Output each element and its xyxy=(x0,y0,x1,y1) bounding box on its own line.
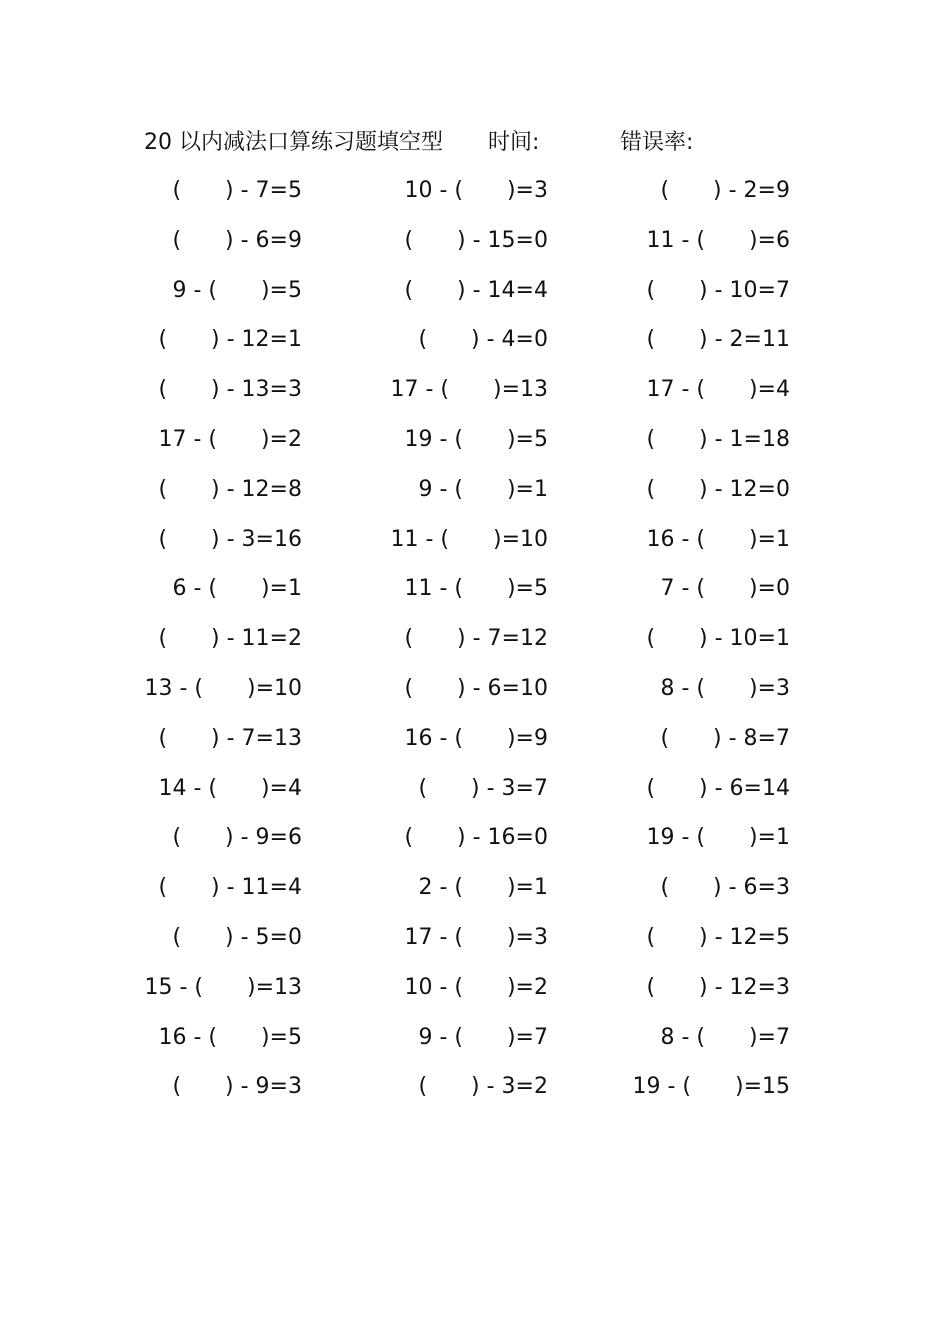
exercise-item: 15 - ( )=13 xyxy=(144,974,302,1000)
exercise-item: ( ) - 11=4 xyxy=(158,875,302,901)
exercise-item: ( ) - 15=0 xyxy=(404,227,548,253)
exercise-row xyxy=(0,672,950,722)
exercise-item: 19 - ( )=5 xyxy=(404,426,548,452)
exercise-row xyxy=(0,274,950,324)
exercise-item: 11 - ( )=5 xyxy=(404,576,548,602)
exercise-row xyxy=(0,722,950,772)
exercise-item: ( ) - 9=3 xyxy=(172,1074,302,1100)
exercise-item: 17 - ( )=13 xyxy=(390,377,548,403)
exercise-item: 6 - ( )=1 xyxy=(172,576,302,602)
exercise-row xyxy=(0,473,950,523)
exercise-item: ( ) - 6=9 xyxy=(172,227,302,253)
exercise-item: 17 - ( )=2 xyxy=(158,426,302,452)
exercise-item: 9 - ( )=5 xyxy=(172,277,302,303)
exercise-item: 9 - ( )=7 xyxy=(418,1024,548,1050)
exercise-row xyxy=(0,622,950,672)
exercise-item: 19 - ( )=1 xyxy=(646,825,790,851)
exercise-item: ( ) - 2=11 xyxy=(646,327,790,353)
exercise-item: 16 - ( )=1 xyxy=(646,526,790,552)
exercise-item: ( ) - 1=18 xyxy=(646,426,790,452)
exercise-item: ( ) - 7=13 xyxy=(158,725,302,751)
exercise-item: ( ) - 14=4 xyxy=(404,277,548,303)
exercise-row xyxy=(0,1070,950,1120)
exercise-item: ( ) - 12=1 xyxy=(158,327,302,353)
exercise-row xyxy=(0,423,950,473)
exercise-item: ( ) - 7=12 xyxy=(404,626,548,652)
exercise-item: 11 - ( )=10 xyxy=(390,526,548,552)
exercise-row xyxy=(0,572,950,622)
exercise-item: ( ) - 6=10 xyxy=(404,675,548,701)
exercise-row xyxy=(0,971,950,1021)
exercise-item: ( ) - 10=7 xyxy=(646,277,790,303)
exercise-item: ( ) - 3=16 xyxy=(158,526,302,552)
exercise-row xyxy=(0,821,950,871)
exercise-item: ( ) - 12=8 xyxy=(158,476,302,502)
exercise-grid xyxy=(0,174,950,1120)
exercise-item: ( ) - 12=5 xyxy=(646,924,790,950)
exercise-row xyxy=(0,174,950,224)
exercise-item: 19 - ( )=15 xyxy=(632,1074,790,1100)
exercise-item: ( ) - 10=1 xyxy=(646,626,790,652)
exercise-item: ( ) - 12=3 xyxy=(646,974,790,1000)
exercise-row xyxy=(0,523,950,573)
exercise-item: 7 - ( )=0 xyxy=(660,576,790,602)
exercise-item: ( ) - 12=0 xyxy=(646,476,790,502)
exercise-item: 9 - ( )=1 xyxy=(418,476,548,502)
exercise-item: 8 - ( )=3 xyxy=(660,675,790,701)
exercise-item: 10 - ( )=2 xyxy=(404,974,548,1000)
exercise-item: ( ) - 3=2 xyxy=(418,1074,548,1100)
exercise-row xyxy=(0,373,950,423)
exercise-item: ( ) - 3=7 xyxy=(418,775,548,801)
exercise-item: 13 - ( )=10 xyxy=(144,675,302,701)
error-rate-label: 错误率: xyxy=(620,130,694,155)
exercise-item: ( ) - 6=3 xyxy=(660,875,790,901)
exercise-item: 11 - ( )=6 xyxy=(646,227,790,253)
worksheet-header xyxy=(144,127,844,159)
exercise-item: ( ) - 7=5 xyxy=(172,178,302,203)
exercise-item: ( ) - 13=3 xyxy=(158,377,302,403)
exercise-item: ( ) - 2=9 xyxy=(660,178,790,203)
exercise-item: 16 - ( )=9 xyxy=(404,725,548,751)
exercise-row xyxy=(0,224,950,274)
exercise-item: ( ) - 5=0 xyxy=(172,924,302,950)
time-label: 时间: xyxy=(488,130,540,155)
exercise-row xyxy=(0,772,950,822)
exercise-item: 2 - ( )=1 xyxy=(418,875,548,901)
exercise-item: 17 - ( )=3 xyxy=(404,924,548,950)
exercise-row xyxy=(0,871,950,921)
exercise-item: ( ) - 11=2 xyxy=(158,626,302,652)
exercise-item: ( ) - 4=0 xyxy=(418,327,548,353)
worksheet-title: 20 以内减法口算练习题填空型 xyxy=(144,130,443,155)
exercise-item: ( ) - 16=0 xyxy=(404,825,548,851)
exercise-item: ( ) - 8=7 xyxy=(660,725,790,751)
exercise-row xyxy=(0,323,950,373)
exercise-item: 17 - ( )=4 xyxy=(646,377,790,403)
exercise-item: 16 - ( )=5 xyxy=(158,1024,302,1050)
exercise-item: ( ) - 9=6 xyxy=(172,825,302,851)
exercise-item: 8 - ( )=7 xyxy=(660,1024,790,1050)
exercise-item: 14 - ( )=4 xyxy=(158,775,302,801)
exercise-item: 10 - ( )=3 xyxy=(404,178,548,203)
exercise-row xyxy=(0,921,950,971)
exercise-row xyxy=(0,1021,950,1071)
exercise-item: ( ) - 6=14 xyxy=(646,775,790,801)
